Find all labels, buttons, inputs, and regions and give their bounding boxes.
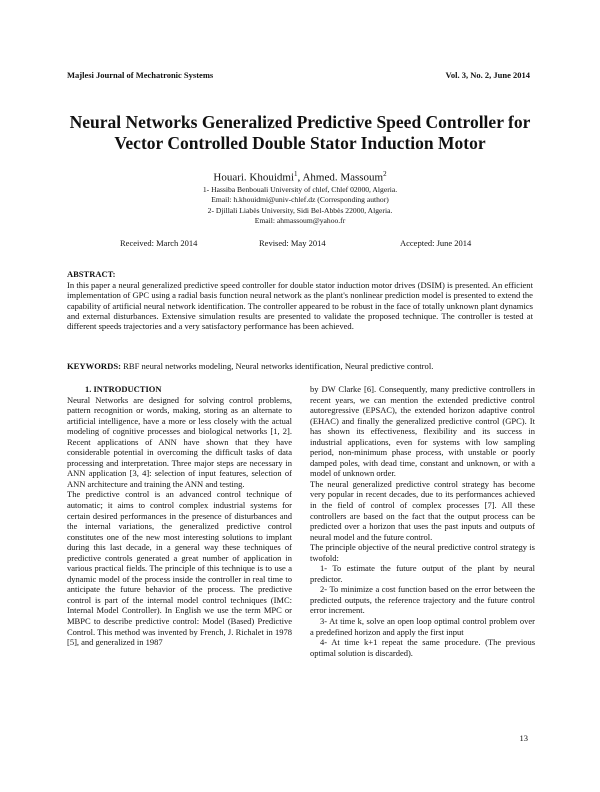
page-number: 13	[519, 733, 528, 743]
issue-info: Vol. 3, No. 2, June 2014	[445, 70, 530, 80]
objective-item-4: 4- At time k+1 repeat the same procedure. (The previous optimal solution is discarded).	[310, 637, 535, 658]
revised-date: Revised: May 2014	[259, 238, 326, 248]
right-paragraph-3: The principle objective of the neural predictive control strategy is twofold:	[310, 542, 535, 563]
left-column	[67, 384, 292, 648]
intro-paragraph-2: The predictive control is an advanced control technique of automatic; it aims to control complex industrial systems for certain desired performances in the presence of disturbances and the internal variations, the generalized predictive control constitutes one of the new most interesting solutions to implant during this last decade, in a general way these techniques of predictive controls generated a great number of application in various practical fields. The principle of this technique is to use a dynamic model of the process inside the controller in real time to anticipate the future behavior of the process. The predictive control is part of the internal model control techniques (IMC: Internal Model Controller). In English we use the term MPC or MBPC to describe predictive control: Model (Based) Predictive Control. This method was invented by French, J. Richalet in 1978 [5], and generalized in 1987	[67, 489, 292, 648]
email-2: Email: ahmassoum@yahoo.fr	[254, 216, 346, 226]
objective-item-1: 1- To estimate the future output of the plant by neural predictor.	[310, 563, 535, 584]
abstract-heading: ABSTRACT:	[67, 269, 116, 279]
keywords-text: RBF neural networks modeling, Neural networks identification, Neural predictive control.	[120, 361, 434, 371]
title-line-2: Vector Controlled Double Stator Induction Motor	[114, 133, 486, 153]
intro-paragraph-1: Neural Networks are designed for solving control problems, pattern recognition or words, making, storing as an alternate to artificial intelligence, have a more or less closely with the actual modeling of cognitive processes and biological networks [1, 2]. Recent applications of ANN have shown that they have considerable potential in overcoming the difficult tasks of data processing and interpretation. Three major steps are necessary in ANN application [3, 4]: selection of input features, selection of ANN architecture and training the ANN and testing.	[67, 394, 292, 489]
paper-title	[40, 112, 560, 154]
authors	[0, 170, 600, 184]
objective-item-2: 2- To minimize a cost function based on the error between the predicted outputs, the reference trajectory and the future control error increment.	[310, 584, 535, 616]
objective-item-3: 3- At time k, solve an open loop optimal control problem over a predefined horizon and apply the first input	[310, 616, 535, 637]
right-paragraph-2: The neural generalized predictive control strategy has become very popular in recent decades, due to its performances achieved in the field of control of complex processes [7]. All these controllers are based on the fact that the output process can be predicted over a horizon that uses the past inputs and outputs of neural model and the future control.	[310, 478, 535, 542]
keywords-label: KEYWORDS:	[67, 361, 121, 371]
email-1: Email: h.khouidmi@univ-chlef.dz (Corresponding author)	[211, 195, 389, 205]
accepted-date: Accepted: June 2014	[400, 238, 472, 248]
right-paragraph-1: by DW Clarke [6]. Consequently, many predictive controllers in recent years, we can mention the extended predictive control autoregressive (EPSAC), the extended horizon adaptive control (EHAC) and finally the generalized predictive control (GPC). It has shown its effectiveness, flexibility and its success in industrial applications, even for systems with low sampling period, non-minimum phase process, with unstable or poorly damped poles, with dead time, constant and unknown, or with a model of unknown order.	[310, 384, 535, 479]
author-1: Houari. Khouidmi	[213, 171, 295, 184]
author-separator: , Ahmed. Massoum	[297, 171, 384, 184]
abstract-text: In this paper a neural generalized predictive speed controller for double stator induction motor drives (DSIM) is presented. An efficient implementation of GPC using a radial basis function neural network as the plant's nonlinear prediction model is presented to extend the capability of artificial neural network identification. The controller appeared to be robust in the face of totally unknown plant dynamics and external disturbances. Extensive simulation results are presented to validate the proposed technique. The controller is tested at different speeds trajectories and a very satisfactory performance has been achieved.	[67, 280, 533, 332]
author-2-sup: 2	[383, 170, 387, 178]
author-1-sup: 1	[294, 170, 298, 178]
section-title-introduction: 1. INTRODUCTION	[85, 384, 162, 394]
received-date: Received: March 2014	[120, 238, 198, 248]
affiliation-2: 2- Djillali Liabès University, Sidi Bel-Abbès 22000, Algeria.	[207, 205, 393, 215]
keywords	[67, 361, 533, 371]
journal-name: Majlesi Journal of Mechatronic Systems	[67, 70, 214, 80]
affiliations	[0, 185, 600, 227]
title-line-1: Neural Networks Generalized Predictive Speed Controller for	[69, 112, 531, 132]
right-column	[310, 384, 535, 658]
affiliation-1: 1- Hassiba Benbouali University of chlef, Chlef 02000, Algeria.	[202, 185, 398, 194]
